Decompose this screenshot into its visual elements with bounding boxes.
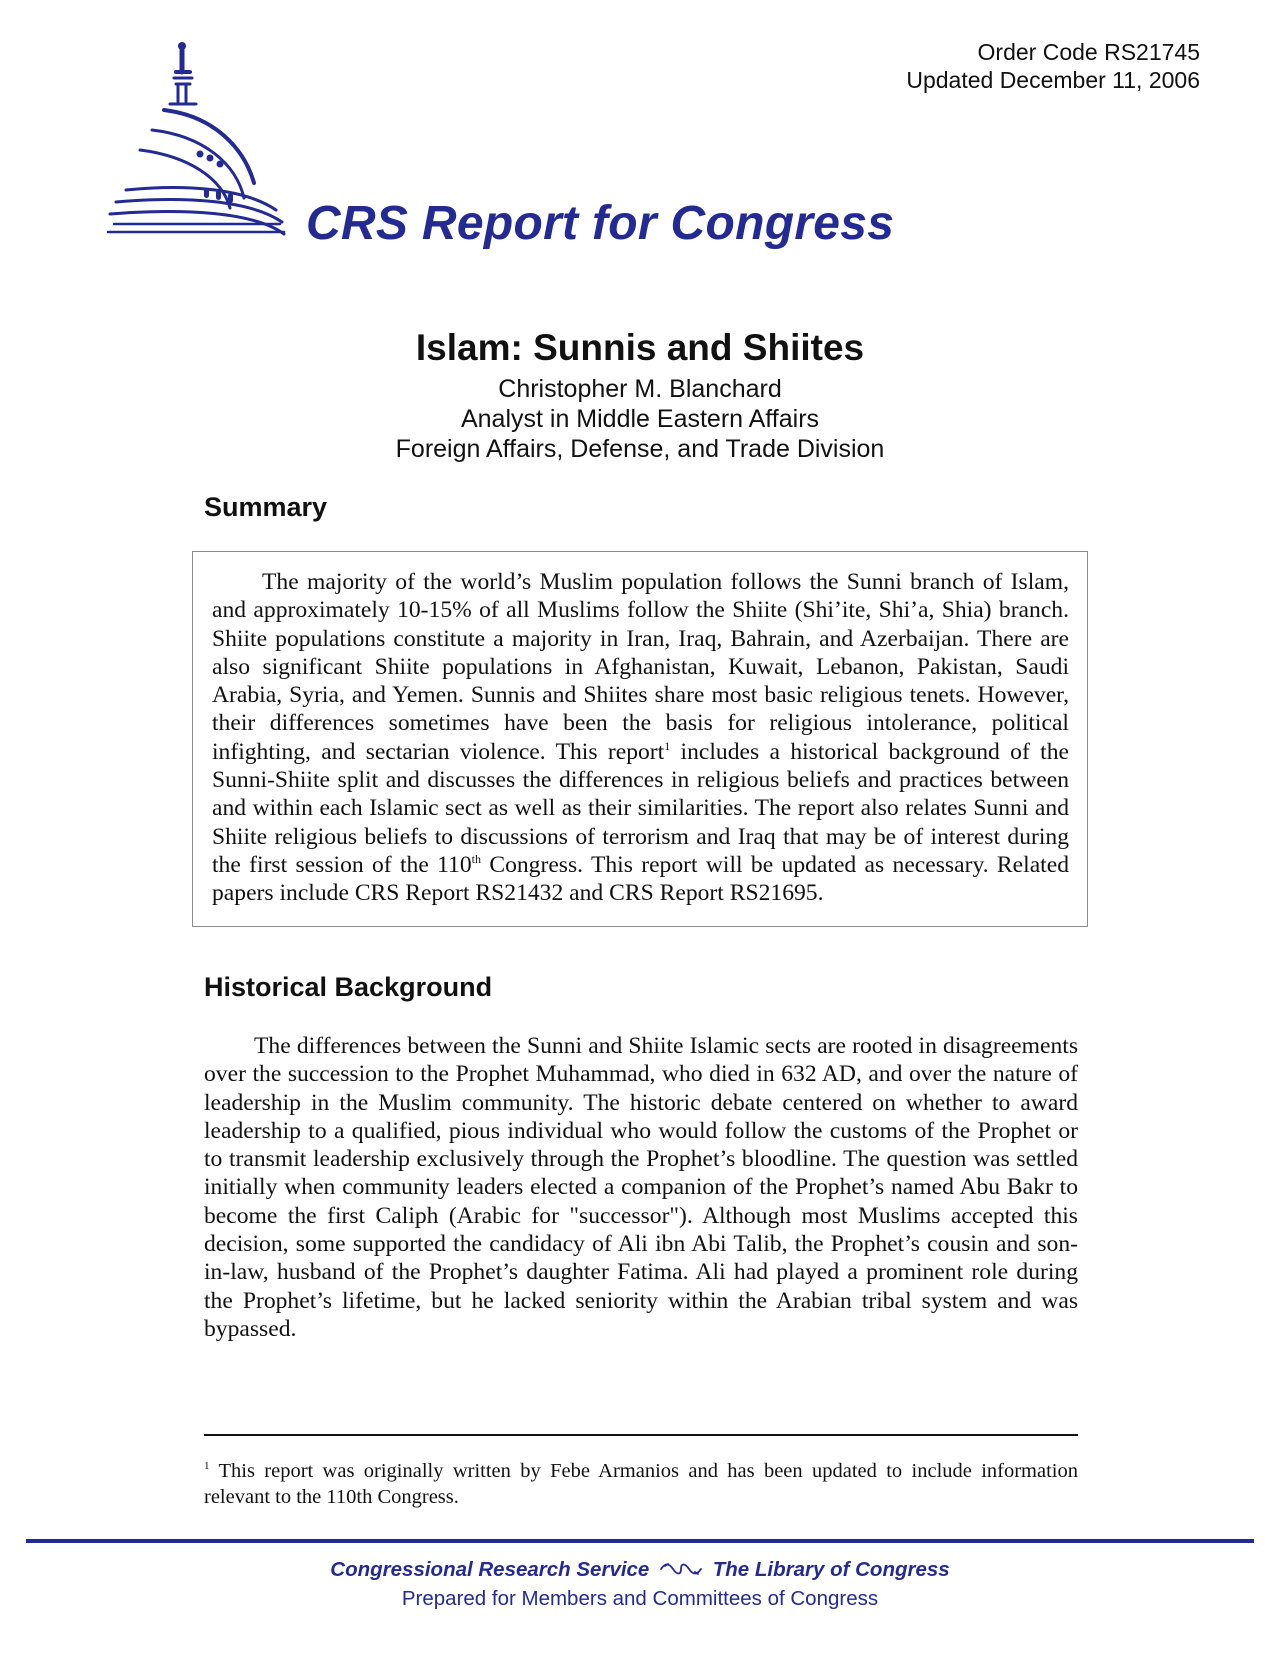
page-footer bbox=[0, 1556, 1280, 1613]
history-body bbox=[204, 1032, 1078, 1343]
capitol-dome-icon bbox=[104, 38, 304, 253]
summary-box bbox=[192, 551, 1088, 927]
updated-date: Updated December 11, 2006 bbox=[906, 67, 1200, 93]
footnote-text: This report was originally written by Febe Armanios and has been updated to include information relevant to the 110th Congress. bbox=[204, 1460, 1078, 1508]
division-name: Foreign Affairs, Defense, and Trade Division bbox=[395, 435, 885, 463]
masthead-title: CRS Report for Congress bbox=[306, 197, 895, 250]
history-paragraph: The differences between the Sunni and Shiite Islamic sects are rooted in disagreements over the succession to the Prophet Muhammad, who died in 632 AD, and over the nature of leadership in the Muslim community. The historic debate centered on whether to award leadership to a qualified, pious individual who would follow the customs of the Prophet or to transmit leadership exclusively through the Prophet’s bloodline. The question was settled initially when community leaders elected a companion of the Prophet’s named Abu Bakr to become the first Caliph (Arabic for "successor"). Although most Muslims accepted this decision, some supported the candidacy of Ali ibn Abi Talib, the Prophet’s cousin and son-in-law, husband of the Prophet’s daughter Fatima. Ali had played a prominent role during the Prophet’s lifetime, but he lacked seniority within the Arabian tribal system and was bypassed. bbox=[204, 1033, 1078, 1342]
footer-line-1 bbox=[0, 1556, 1280, 1585]
scroll-ornament-icon bbox=[659, 1557, 703, 1585]
footer-crs: Congressional Research Service bbox=[330, 1558, 650, 1581]
author-title: Analyst in Middle Eastern Affairs bbox=[460, 405, 820, 433]
footnote-ref: 1 bbox=[664, 738, 671, 753]
author-block bbox=[0, 374, 1280, 464]
footnote bbox=[204, 1458, 1078, 1510]
order-code-block bbox=[800, 38, 1200, 94]
history-heading: Historical Background bbox=[204, 972, 493, 1002]
footnote-marker: 1 bbox=[204, 1460, 210, 1472]
report-title: Islam: Sunnis and Shiites bbox=[415, 326, 865, 368]
ordinal-suffix: th bbox=[471, 851, 481, 866]
author-name: Christopher M. Blanchard bbox=[498, 375, 782, 403]
summary-heading: Summary bbox=[204, 492, 328, 522]
footnote-divider bbox=[204, 1434, 1078, 1436]
footer-loc: The Library of Congress bbox=[712, 1558, 950, 1581]
order-code: Order Code RS21745 bbox=[977, 39, 1200, 65]
footer-divider bbox=[26, 1539, 1254, 1543]
summary-text: The majority of the world’s Muslim population follows the Sunni branch of Islam, and approximately 10-15% of all Muslims follow the Shiite (Shi’ite, Shi’a, Shia) branch. Shiite populations constitute a majority in Iran, Iraq, Bahrain, and Azerbaijan. There are also significant Shiite populations in Afghanistan, Kuwait, Lebanon, Pakistan, Saudi Arabia, Syria, and Yemen. Sunnis and Shiites share most basic religious tenets. However, their differences sometimes have been the basis for religious intolerance, political infighting, and sectarian violence. This report$^1$ includes a historical background of the Sunni-Shiite split and discusses the differences in religious beliefs and practices between and within each Islamic sect as well as their similarities. The report also relates Sunni and Shiite religious beliefs to discussions of terrorism and Iraq that may be of interest during the first session of the 110th Congress. This report will be updated as necessary. Related papers include CRS Report RS21432 and CRS Report RS21695. bbox=[212, 569, 1069, 907]
footer-line-2: Prepared for Members and Committees of Congress bbox=[401, 1586, 879, 1610]
